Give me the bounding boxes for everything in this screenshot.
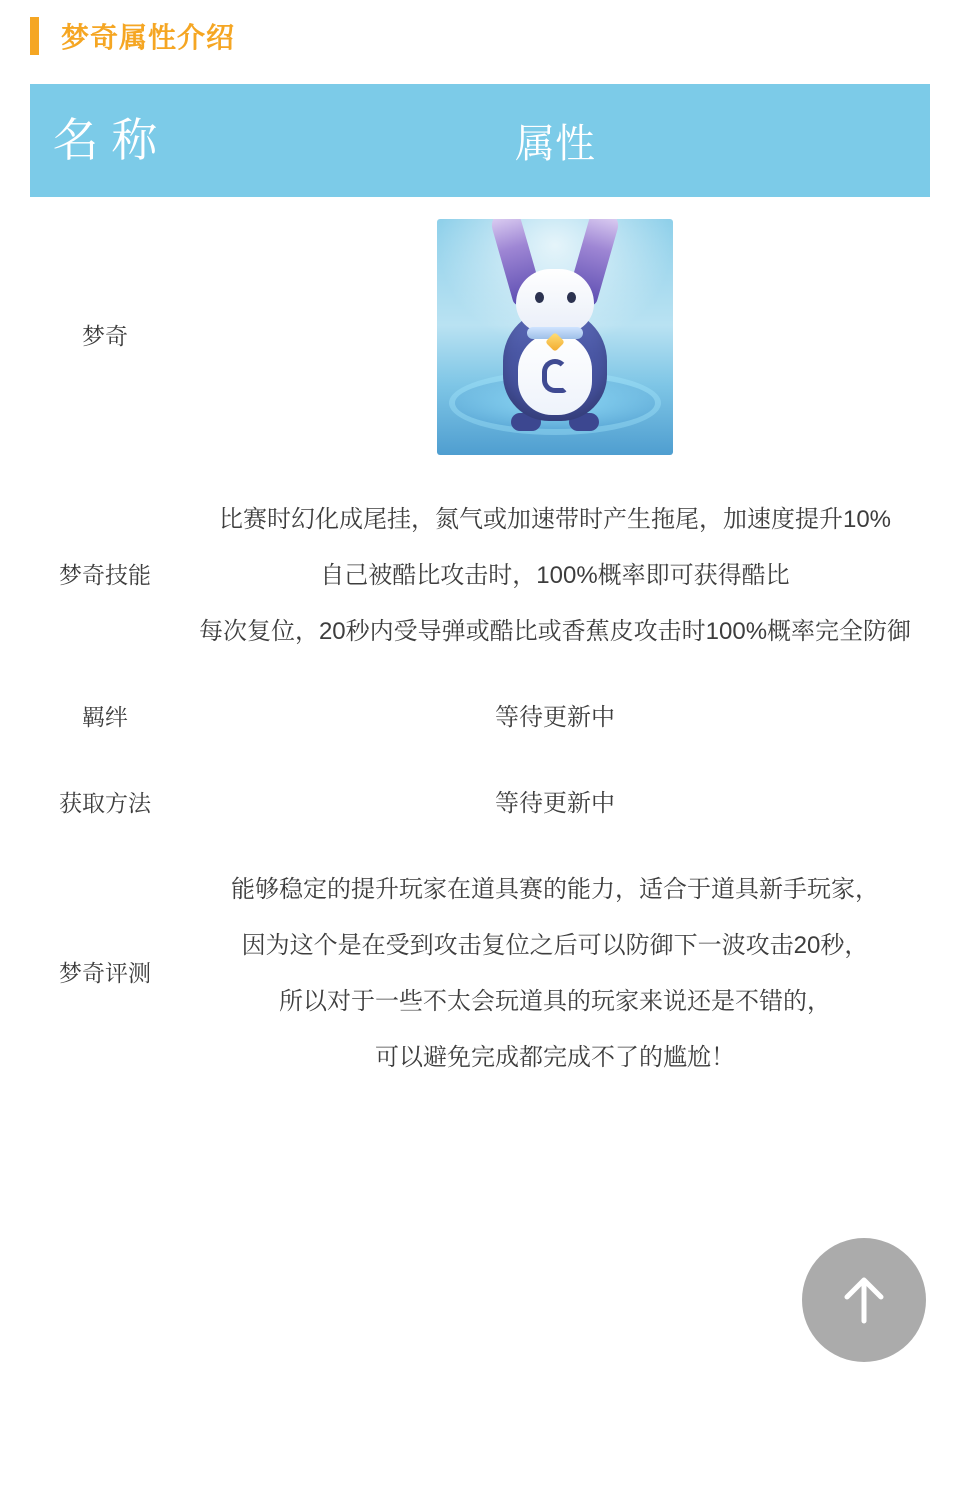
character-eye-left xyxy=(535,292,544,303)
row-label-acquisition: 获取方法 xyxy=(30,761,180,847)
skill-line-3: 每次复位，20秒内受导弹或酷比或香蕉皮攻击时100%概率完全防御 xyxy=(198,618,912,645)
column-header-attribute: 属性 xyxy=(180,84,930,197)
character-portrait-image xyxy=(437,219,673,455)
row-value-skills xyxy=(180,477,930,675)
page-header xyxy=(0,0,960,72)
character-head xyxy=(516,269,594,333)
table-body xyxy=(30,197,930,1101)
skill-line-1: 比赛时幻化成尾挂，氮气或加速带时产生拖尾，加速度提升10% xyxy=(218,506,892,533)
row-value-bond xyxy=(180,675,930,761)
review-line-3: 所以对于一些不太会玩道具的玩家来说还是不错的， xyxy=(279,988,831,1015)
column-header-name: 名 称 xyxy=(30,84,180,197)
skill-line-2: 自己被酷比攻击时，100%概率即可获得酷比 xyxy=(320,562,790,589)
back-to-top-button[interactable] xyxy=(802,1238,926,1362)
page-title: 梦奇属性介绍 xyxy=(61,22,236,53)
table-row xyxy=(30,477,930,675)
table-row xyxy=(30,675,930,761)
header-accent-bar xyxy=(30,17,39,55)
row-value-portrait xyxy=(180,197,930,477)
acquisition-line-1: 等待更新中 xyxy=(495,790,615,817)
table-header-row xyxy=(30,84,930,197)
review-line-4: 可以避免完成都完成不了的尴尬！ xyxy=(375,1044,735,1071)
row-value-review xyxy=(180,847,930,1101)
row-label-skills: 梦奇技能 xyxy=(30,477,180,675)
arrow-up-icon xyxy=(833,1269,895,1331)
row-value-acquisition xyxy=(180,761,930,847)
row-label-bond: 羁绊 xyxy=(30,675,180,761)
row-label-review: 梦奇评测 xyxy=(30,847,180,1101)
review-line-1: 能够稳定的提升玩家在道具赛的能力，适合于道具新手玩家， xyxy=(231,876,879,903)
row-label-name: 梦奇 xyxy=(30,197,180,477)
character-belly-mark xyxy=(542,359,568,393)
table-header xyxy=(30,84,930,197)
attribute-table xyxy=(30,84,930,1101)
table-row xyxy=(30,197,930,477)
character-eye-right xyxy=(567,292,576,303)
review-line-2: 因为这个是在受到攻击复位之后可以防御下一波攻击20秒， xyxy=(241,932,869,959)
table-row xyxy=(30,761,930,847)
bond-line-1: 等待更新中 xyxy=(495,704,615,731)
table-row xyxy=(30,847,930,1101)
